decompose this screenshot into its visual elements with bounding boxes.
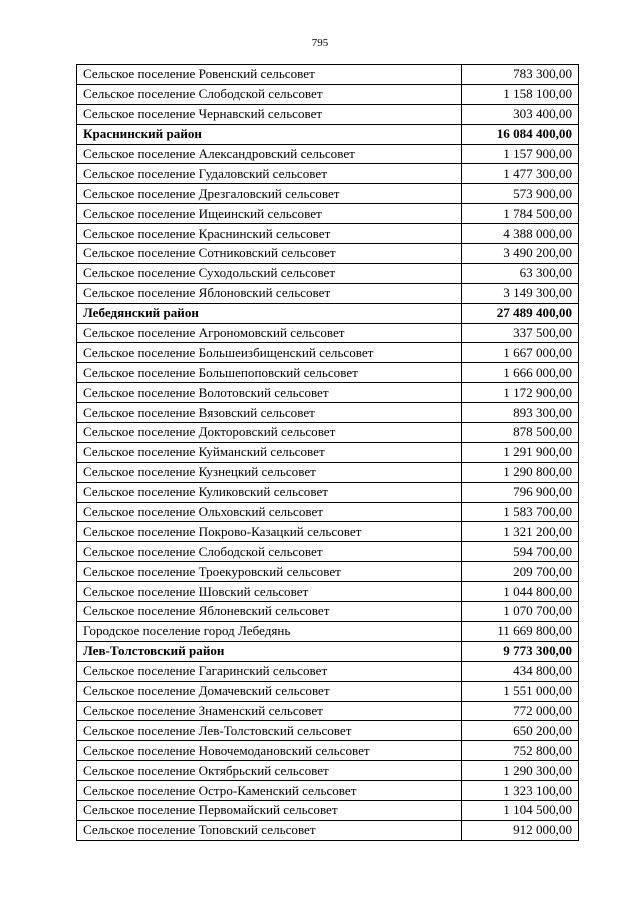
amount-cell: 1 784 500,00 <box>462 204 579 224</box>
table-row <box>77 144 579 164</box>
table-row <box>77 741 579 761</box>
settlement-name-cell: Сельское поселение Докторовский сельсовет <box>77 423 462 443</box>
table-row <box>77 800 579 820</box>
amount-cell: 1 321 200,00 <box>462 522 579 542</box>
settlement-name-cell: Сельское поселение Остро-Каменский сельсовет <box>77 781 462 801</box>
settlement-name-cell: Сельское поселение Первомайский сельсовет <box>77 800 462 820</box>
table-row <box>77 164 579 184</box>
settlement-name-cell: Сельское поселение Лев-Толстовский сельсовет <box>77 721 462 741</box>
amount-cell: 1 158 100,00 <box>462 84 579 104</box>
table-row <box>77 502 579 522</box>
table-row <box>77 323 579 343</box>
settlement-name-cell: Сельское поселение Куйманский сельсовет <box>77 442 462 462</box>
district-name-cell: Лебедянский район <box>77 303 462 323</box>
amount-cell: 796 900,00 <box>462 482 579 502</box>
settlement-name-cell: Сельское поселение Вязовский сельсовет <box>77 403 462 423</box>
amount-cell: 3 149 300,00 <box>462 283 579 303</box>
settlement-name-cell: Сельское поселение Ищеинский сельсовет <box>77 204 462 224</box>
amount-cell: 63 300,00 <box>462 263 579 283</box>
settlement-name-cell: Городское поселение город Лебедянь <box>77 621 462 641</box>
settlement-name-cell: Сельское поселение Куликовский сельсовет <box>77 482 462 502</box>
amount-cell: 878 500,00 <box>462 423 579 443</box>
amount-cell: 1 291 900,00 <box>462 442 579 462</box>
settlement-name-cell: Сельское поселение Ольховский сельсовет <box>77 502 462 522</box>
settlement-name-cell: Сельское поселение Шовский сельсовет <box>77 582 462 602</box>
table-row <box>77 224 579 244</box>
table-row <box>77 820 579 840</box>
amount-cell: 1 290 300,00 <box>462 761 579 781</box>
amount-cell: 11 669 800,00 <box>462 621 579 641</box>
amount-cell: 4 388 000,00 <box>462 224 579 244</box>
amount-cell: 1 667 000,00 <box>462 343 579 363</box>
settlement-name-cell: Сельское поселение Чернавский сельсовет <box>77 104 462 124</box>
district-name-cell: Лев-Толстовский район <box>77 641 462 661</box>
amount-cell: 1 290 800,00 <box>462 462 579 482</box>
amount-cell: 912 000,00 <box>462 820 579 840</box>
table-row <box>77 522 579 542</box>
amount-cell: 783 300,00 <box>462 65 579 85</box>
amount-cell: 594 700,00 <box>462 542 579 562</box>
amount-cell: 303 400,00 <box>462 104 579 124</box>
amount-cell: 573 900,00 <box>462 184 579 204</box>
amount-cell: 893 300,00 <box>462 403 579 423</box>
district-row <box>77 641 579 661</box>
amount-cell: 1 583 700,00 <box>462 502 579 522</box>
settlement-name-cell: Сельское поселение Октябрьский сельсовет <box>77 761 462 781</box>
settlement-name-cell: Сельское поселение Краснинский сельсовет <box>77 224 462 244</box>
settlement-name-cell: Сельское поселение Яблоневский сельсовет <box>77 602 462 622</box>
settlement-name-cell: Сельское поселение Сотниковский сельсовет <box>77 244 462 264</box>
table-row <box>77 403 579 423</box>
settlement-name-cell: Сельское поселение Покрово-Казацкий сельсовет <box>77 522 462 542</box>
amount-cell: 650 200,00 <box>462 721 579 741</box>
district-amount-cell: 27 489 400,00 <box>462 303 579 323</box>
amount-cell: 3 490 200,00 <box>462 244 579 264</box>
page-number: 795 <box>311 37 329 49</box>
amount-cell: 1 070 700,00 <box>462 602 579 622</box>
amount-cell: 209 700,00 <box>462 562 579 582</box>
settlement-name-cell: Сельское поселение Гагаринский сельсовет <box>77 661 462 681</box>
budget-table <box>76 64 579 841</box>
table-row <box>77 343 579 363</box>
table-row <box>77 363 579 383</box>
district-row <box>77 303 579 323</box>
settlement-name-cell: Сельское поселение Топовский сельсовет <box>77 820 462 840</box>
amount-cell: 434 800,00 <box>462 661 579 681</box>
amount-cell: 772 000,00 <box>462 701 579 721</box>
settlement-name-cell: Сельское поселение Слободской сельсовет <box>77 542 462 562</box>
district-row <box>77 124 579 144</box>
settlement-name-cell: Сельское поселение Большеизбищенский сельсовет <box>77 343 462 363</box>
settlement-name-cell: Сельское поселение Александровский сельсовет <box>77 144 462 164</box>
table-row <box>77 562 579 582</box>
table-row <box>77 462 579 482</box>
table-row <box>77 383 579 403</box>
settlement-name-cell: Сельское поселение Слободской сельсовет <box>77 84 462 104</box>
settlement-name-cell: Сельское поселение Кузнецкий сельсовет <box>77 462 462 482</box>
settlement-name-cell: Сельское поселение Агрономовский сельсовет <box>77 323 462 343</box>
settlement-name-cell: Сельское поселение Домачевский сельсовет <box>77 681 462 701</box>
table-row <box>77 104 579 124</box>
table-row <box>77 84 579 104</box>
district-amount-cell: 16 084 400,00 <box>462 124 579 144</box>
table-row <box>77 621 579 641</box>
table-row <box>77 65 579 85</box>
amount-cell: 1 157 900,00 <box>462 144 579 164</box>
district-amount-cell: 9 773 300,00 <box>462 641 579 661</box>
settlement-name-cell: Сельское поселение Троекуровский сельсовет <box>77 562 462 582</box>
settlement-name-cell: Сельское поселение Яблоновский сельсовет <box>77 283 462 303</box>
table-row <box>77 661 579 681</box>
table-row <box>77 681 579 701</box>
amount-cell: 1 323 100,00 <box>462 781 579 801</box>
table-row <box>77 701 579 721</box>
settlement-name-cell: Сельское поселение Волотовский сельсовет <box>77 383 462 403</box>
table-row <box>77 602 579 622</box>
table-row <box>77 423 579 443</box>
budget-table-body <box>77 65 579 841</box>
table-row <box>77 204 579 224</box>
district-name-cell: Краснинский район <box>77 124 462 144</box>
table-row <box>77 781 579 801</box>
amount-cell: 337 500,00 <box>462 323 579 343</box>
settlement-name-cell: Сельское поселение Знаменский сельсовет <box>77 701 462 721</box>
table-row <box>77 263 579 283</box>
amount-cell: 1 551 000,00 <box>462 681 579 701</box>
table-row <box>77 542 579 562</box>
table-row <box>77 482 579 502</box>
settlement-name-cell: Сельское поселение Большепоповский сельсовет <box>77 363 462 383</box>
settlement-name-cell: Сельское поселение Гудаловский сельсовет <box>77 164 462 184</box>
table-row <box>77 283 579 303</box>
table-row <box>77 721 579 741</box>
table-row <box>77 244 579 264</box>
table-row <box>77 184 579 204</box>
amount-cell: 1 666 000,00 <box>462 363 579 383</box>
settlement-name-cell: Сельское поселение Суходольский сельсовет <box>77 263 462 283</box>
amount-cell: 1 172 900,00 <box>462 383 579 403</box>
table-row <box>77 582 579 602</box>
amount-cell: 752 800,00 <box>462 741 579 761</box>
amount-cell: 1 477 300,00 <box>462 164 579 184</box>
amount-cell: 1 104 500,00 <box>462 800 579 820</box>
settlement-name-cell: Сельское поселение Ровенский сельсовет <box>77 65 462 85</box>
settlement-name-cell: Сельское поселение Дрезгаловский сельсовет <box>77 184 462 204</box>
table-row <box>77 761 579 781</box>
settlement-name-cell: Сельское поселение Новочемодановский сельсовет <box>77 741 462 761</box>
table-row <box>77 442 579 462</box>
amount-cell: 1 044 800,00 <box>462 582 579 602</box>
